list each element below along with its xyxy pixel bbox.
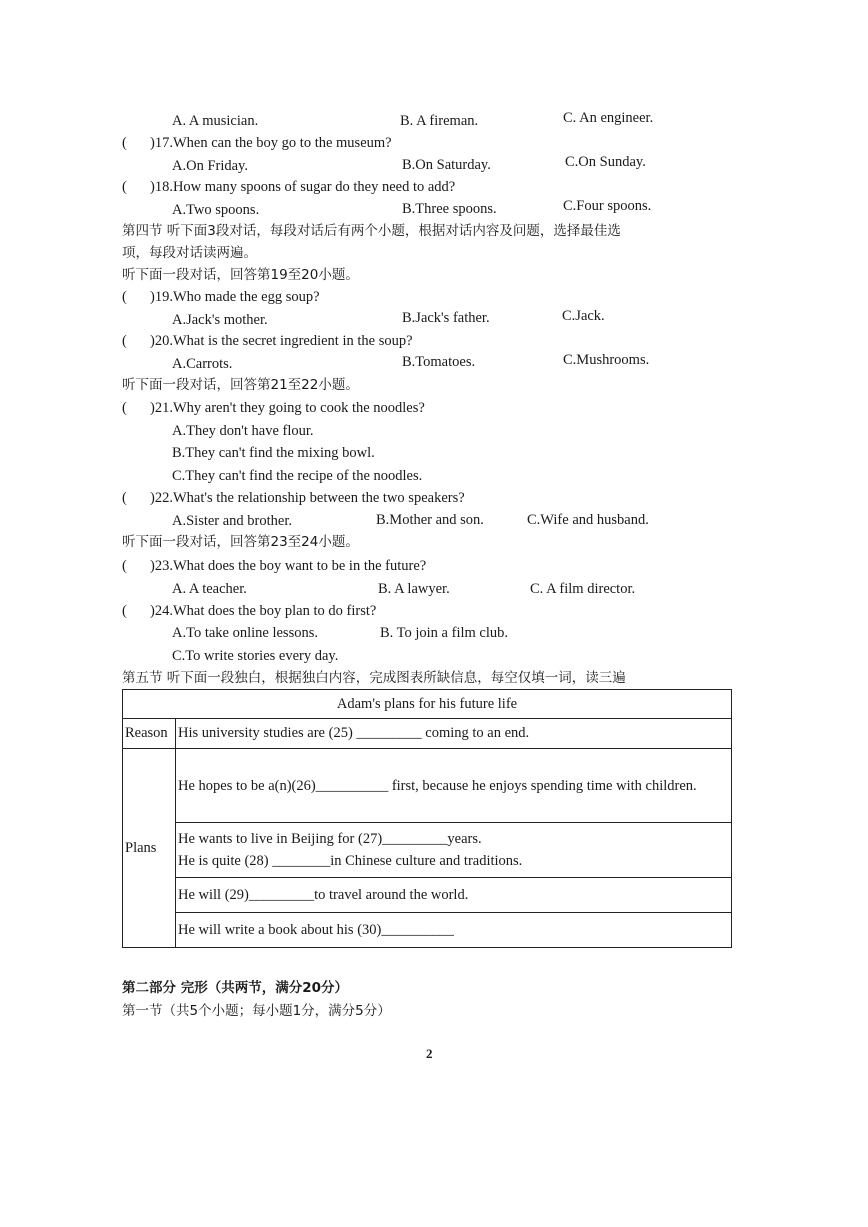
q24-bracket: ( — [122, 603, 127, 619]
reason-cell: His university studies are (25) _________ coming to an end. — [176, 719, 732, 749]
q18-option-b: B.Three spoons. — [402, 201, 497, 217]
section4-line2: 项，每段对话读两遍。 — [122, 245, 257, 261]
q19-option-c: C.Jack. — [562, 308, 605, 324]
plan-26-text: He hopes to be a(n)(26)__________ first, because he enjoys spending time with children. — [178, 777, 697, 794]
plan-cell-26 — [176, 749, 732, 823]
q18-option-c: C.Four spoons. — [563, 198, 652, 214]
q20-option-a: A.Carrots. — [172, 356, 233, 372]
q23-option-a: A. A teacher. — [172, 581, 247, 597]
reason-label: Reason — [123, 719, 176, 749]
dialog3-intro: 听下面一段对话，回答第23至24小题。 — [122, 534, 359, 550]
dialog1-intro: 听下面一段对话，回答第19至20小题。 — [122, 267, 359, 283]
section5-heading: 第五节 听下面一段独白，根据独白内容，完成图表所缺信息，每空仅填一词，读三遍 — [122, 670, 626, 686]
plan-cell-27-28 — [176, 823, 732, 878]
q19-option-b: B.Jack's father. — [402, 310, 490, 326]
plan-28-text: He is quite (28) ________in Chinese culture and traditions. — [178, 853, 523, 869]
q16-option-b: B. A fireman. — [400, 113, 479, 129]
q20-option-b: B.Tomatoes. — [402, 354, 476, 370]
q17-option-c: C.On Sunday. — [565, 154, 646, 170]
table-title: Adam's plans for his future life — [123, 690, 732, 719]
q22-bracket: ( — [122, 490, 127, 506]
q20-stem: )20.What is the secret ingredient in the soup? — [150, 333, 413, 349]
q22-option-c: C.Wife and husband. — [527, 512, 649, 528]
q19-option-a: A.Jack's mother. — [172, 312, 268, 328]
q18-option-a: A.Two spoons. — [172, 202, 260, 218]
part2-subsection: 第一节（共5个小题；每小题1分，满分5分） — [122, 1003, 391, 1019]
q24-option-b: B. To join a film club. — [380, 625, 509, 641]
q24-option-c: C.To write stories every day. — [172, 648, 339, 664]
q21-option-c: C.They can't find the recipe of the noodles. — [172, 468, 423, 484]
plans-table — [122, 689, 732, 948]
q20-option-c: C.Mushrooms. — [563, 352, 650, 368]
q23-stem: )23.What does the boy want to be in the future? — [150, 558, 427, 574]
q18-stem: )18.How many spoons of sugar do they need to add? — [150, 179, 456, 195]
q24-stem: )24.What does the boy plan to do first? — [150, 603, 377, 619]
q16-option-a: A. A musician. — [172, 113, 259, 129]
q21-stem: )21.Why aren't they going to cook the noodles? — [150, 400, 425, 416]
q19-stem: )19.Who made the egg soup? — [150, 289, 320, 305]
q23-option-b: B. A lawyer. — [378, 581, 450, 597]
plans-label: Plans — [123, 749, 176, 948]
q18-bracket: ( — [122, 179, 127, 195]
q17-bracket: ( — [122, 135, 127, 151]
page-number: 2 — [426, 1046, 433, 1061]
q21-option-b: B.They can't find the mixing bowl. — [172, 445, 375, 461]
q17-stem: )17.When can the boy go to the museum? — [150, 135, 392, 151]
section4-line1: 第四节 听下面3段对话，每段对话后有两个小题，根据对话内容及问题，选择最佳选 — [122, 223, 621, 239]
q23-bracket: ( — [122, 558, 127, 574]
plan-cell-30: He will write a book about his (30)__________ — [176, 913, 732, 948]
q17-option-a: A.On Friday. — [172, 158, 248, 174]
q22-option-a: A.Sister and brother. — [172, 513, 293, 529]
q22-option-b: B.Mother and son. — [376, 512, 484, 528]
q23-option-c: C. A film director. — [530, 581, 636, 597]
q20-bracket: ( — [122, 333, 127, 349]
q22-stem: )22.What's the relationship between the two speakers? — [150, 490, 465, 506]
part2-title: 第二部分 完形（共两节，满分20分） — [122, 980, 348, 996]
dialog2-intro: 听下面一段对话，回答第21至22小题。 — [122, 377, 359, 393]
plan-cell-29: He will (29)_________to travel around the world. — [176, 878, 732, 913]
q16-option-c: C. An engineer. — [563, 110, 654, 126]
q19-bracket: ( — [122, 289, 127, 305]
q24-option-a: A.To take online lessons. — [172, 625, 318, 641]
q21-option-a: A.They don't have flour. — [172, 423, 314, 439]
plan-27-text: He wants to live in Beijing for (27)_________years. — [178, 831, 482, 847]
q21-bracket: ( — [122, 400, 127, 416]
q17-option-b: B.On Saturday. — [402, 157, 491, 173]
